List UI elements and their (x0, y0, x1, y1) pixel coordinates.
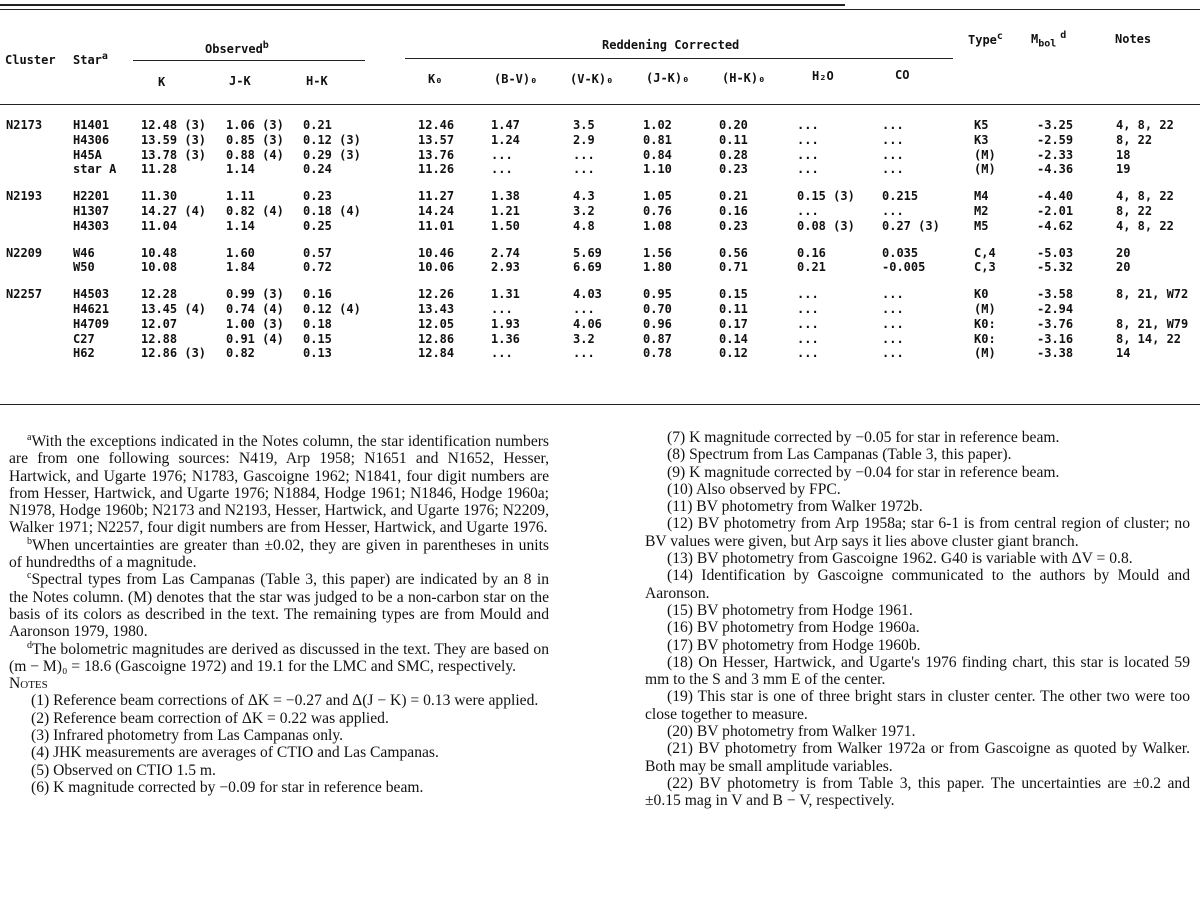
cell-type: (M) (974, 301, 996, 316)
cell-k0: 12.86 (418, 331, 455, 346)
cell-hk: 0.15 (303, 331, 332, 346)
cell-vk0: ... (573, 346, 595, 361)
cell-cluster (6, 260, 73, 275)
note-item: (10) Also observed by FPC. (667, 480, 841, 498)
cell-hk0: 0.20 (719, 118, 748, 132)
note-item: (2) Reference beam correction of ΔK = 0.22 was applied. (31, 709, 389, 727)
cell-cluster (6, 317, 73, 332)
cell-cluster (6, 148, 73, 163)
note-item: (22) BV photometry is from Table 3, this paper. The uncertainties are ±0.2 and ±0.15 mag in V and B − V, respectively. (645, 774, 1190, 810)
cell-h2o: ... (797, 331, 819, 346)
table-row (6, 246, 1196, 261)
cell-jk0: 0.76 (643, 203, 672, 218)
cell-hk: 0.18 (303, 316, 332, 331)
group-spacer (6, 275, 1196, 287)
cell-type: K0: (974, 316, 996, 331)
table-row (6, 204, 1196, 219)
cell-co: 0.035 (882, 245, 919, 260)
cell-type: M4 (974, 189, 989, 204)
cell-mbol: -3.38 (1037, 346, 1074, 361)
cell-k: 13.78 (3) (141, 147, 207, 162)
cell-bv0: ... (491, 346, 513, 361)
cell-co: 0.27 (3) (882, 218, 940, 233)
cell-cluster (6, 162, 73, 177)
cell-jk: 0.82 (226, 346, 255, 361)
cell-jk: 0.88 (4) (226, 147, 284, 162)
header-hk0: (H-K)₀ (722, 71, 766, 85)
cell-k: 12.86 (3) (141, 346, 207, 361)
cell-star: H1401 (73, 118, 110, 132)
header-type: Type$^c$ (968, 31, 1003, 47)
cell-bv0: ... (491, 147, 513, 162)
cell-h2o: 0.08 (3) (797, 218, 855, 233)
cell-cluster (6, 302, 73, 317)
cell-type: K3 (974, 132, 989, 147)
cell-jk0: 0.87 (643, 331, 672, 346)
cell-type: C,3 (974, 260, 996, 275)
cell-hk: 0.16 (303, 287, 332, 302)
cell-k0: 14.24 (418, 203, 455, 218)
cell-cluster: N2209 (6, 245, 43, 260)
cell-type: M5 (974, 218, 989, 233)
cell-bv0: 2.74 (491, 245, 520, 260)
cell-h2o: ... (797, 287, 819, 302)
cell-cluster: N2173 (6, 118, 43, 132)
note-item: (5) Observed on CTIO 1.5 m. (31, 761, 216, 779)
cell-co: ... (882, 331, 904, 346)
cell-jk0: 0.81 (643, 132, 672, 147)
note-item: (1) Reference beam corrections of ΔK = −0.27 and Δ(J − K) = 0.13 were applied. (31, 692, 539, 710)
cell-hk0: 0.56 (719, 245, 748, 260)
cell-k0: 12.46 (418, 118, 455, 132)
table-row (6, 189, 1196, 204)
cell-k0: 13.43 (418, 301, 455, 316)
notes-title: Notes (9, 675, 48, 693)
cell-vk0: 3.2 (573, 203, 595, 218)
cell-hk: 0.21 (303, 118, 332, 132)
cell-jk: 1.14 (226, 162, 255, 177)
notes-left-list (9, 692, 549, 796)
footnote-b: $^b$When uncertainties are greater than ±0.02, they are given in parentheses in units of hundredths of a magnitude. (9, 535, 549, 572)
cell-jk: 1.60 (226, 245, 255, 260)
cell-k: 14.27 (4) (141, 203, 207, 218)
cell-jk0: 1.05 (643, 189, 672, 204)
cell-bv0: 1.93 (491, 316, 520, 331)
cell-k: 13.59 (3) (141, 132, 207, 147)
cell-co: ... (882, 316, 904, 331)
cell-vk0: ... (573, 147, 595, 162)
cell-bv0: ... (491, 301, 513, 316)
cell-hk0: 0.23 (719, 162, 748, 177)
cell-notes: 20 (1116, 260, 1131, 275)
cell-cluster: N2193 (6, 189, 43, 204)
notes-right (645, 429, 1190, 810)
cell-jk0: 0.96 (643, 316, 672, 331)
header-jk0: (J-K)₀ (646, 71, 690, 85)
cell-jk: 0.74 (4) (226, 301, 284, 316)
cell-cluster (6, 346, 73, 361)
cell-hk: 0.24 (303, 162, 332, 177)
cell-h2o: 0.21 (797, 260, 826, 275)
group-spacer (6, 177, 1196, 189)
cell-k0: 12.26 (418, 287, 455, 302)
cell-hk0: 0.23 (719, 218, 748, 233)
cell-jk: 1.84 (226, 260, 255, 275)
cell-jk0: 0.84 (643, 147, 672, 162)
note-item: (21) BV photometry from Walker 1972a or from Gascoigne as quoted by Walker. Both may be small amplitude variables. (645, 740, 1190, 775)
cell-notes: 8, 21, W72 (1116, 287, 1189, 302)
cell-bv0: 1.21 (491, 203, 520, 218)
cell-notes: 8, 14, 22 (1116, 331, 1182, 346)
footnote-d: $^d$The bolometric magnitudes are derived as discussed in the text. They are based on (m − M)₀ = 18.6 (Gascoigne 1972) and 19.1 for the LMC and SMC, respectively. (9, 639, 549, 675)
cell-hk: 0.12 (4) (303, 301, 361, 316)
cell-type: K5 (974, 118, 989, 132)
cell-notes: 4, 8, 22 (1116, 189, 1174, 204)
cell-jk0: 1.02 (643, 118, 672, 132)
cell-notes: 14 (1116, 346, 1131, 361)
footnote-a: $^a$With the exceptions indicated in the Notes column, the star identification numbers are from one following sources: N419, Arp 1958; N1651 and N1652, Hesser, Hartwick, and Ugarte 1976; N1783, Gascoigne 1962; N1841, four digit numbers are from Hesser, Hartwick, and Ugarte 1976; N1884, Hodge 1961; N1846, Hodge 1960a; N1978, Hodge 1960b; N2173 and N2193, Hesser, Hartwick, and Ugarte 1976; N2209, Walker 1971; N2257, four digit numbers are from Hesser, Hartwick, and Ugarte 1976. (9, 431, 549, 537)
cell-co: -0.005 (882, 260, 926, 275)
cell-h2o: 0.15 (3) (797, 189, 855, 204)
header-observed: Observed$^b$ (205, 40, 269, 56)
cell-mbol: -2.01 (1037, 203, 1074, 218)
cell-mbol: -2.94 (1037, 301, 1074, 316)
cell-vk0: 4.06 (573, 316, 602, 331)
header-k0: K₀ (428, 72, 443, 86)
header-jk: J-K (229, 74, 251, 88)
cell-k0: 10.46 (418, 245, 455, 260)
cell-co: ... (882, 118, 904, 132)
cell-vk0: 4.03 (573, 287, 602, 302)
cell-vk0: 5.69 (573, 245, 602, 260)
cell-bv0: 1.24 (491, 132, 520, 147)
header-co: CO (895, 68, 910, 82)
cell-hk0: 0.15 (719, 287, 748, 302)
header-reddening: Reddening Corrected (602, 38, 740, 52)
cell-type: (M) (974, 162, 996, 177)
header-cluster: Cluster (5, 53, 56, 67)
note-item: (6) K magnitude corrected by −0.09 for star in reference beam. (31, 778, 424, 796)
cell-mbol: -2.59 (1037, 132, 1074, 147)
cell-star: C27 (73, 331, 95, 346)
cell-bv0: 1.36 (491, 331, 520, 346)
header-mbol: $M_{bol}^d$ (1031, 30, 1067, 50)
table-row (6, 133, 1196, 148)
cell-co: ... (882, 301, 904, 316)
cell-hk0: 0.71 (719, 260, 748, 275)
table-row (6, 118, 1196, 133)
cell-k0: 11.27 (418, 189, 455, 204)
cell-hk: 0.72 (303, 260, 332, 275)
cell-cluster (6, 204, 73, 219)
cell-notes: 19 (1116, 162, 1131, 177)
cell-k: 11.04 (141, 218, 178, 233)
note-item: (14) Identification by Gascoigne communicated to the authors by Mould and Aaronson. (645, 567, 1190, 602)
table-row (6, 332, 1196, 347)
cell-vk0: 2.9 (573, 132, 595, 147)
cell-bv0: 2.93 (491, 260, 520, 275)
cell-hk0: 0.11 (719, 301, 748, 316)
cell-star: H1307 (73, 203, 110, 218)
cell-jk: 0.82 (4) (226, 203, 284, 218)
cell-co: ... (882, 147, 904, 162)
cell-bv0: 1.47 (491, 118, 520, 132)
cell-mbol: -4.36 (1037, 162, 1074, 177)
cell-jk0: 1.10 (643, 162, 672, 177)
cell-star: H4306 (73, 132, 110, 147)
cell-hk: 0.12 (3) (303, 132, 361, 147)
note-item: (11) BV photometry from Walker 1972b. (667, 498, 923, 516)
note-item: (12) BV photometry from Arp 1958a; star 6-1 is from central region of cluster; no BV values were given, but Arp says it lies above cluster giant branch. (645, 515, 1190, 550)
cell-notes (1116, 302, 1196, 317)
cell-jk0: 1.56 (643, 245, 672, 260)
cell-star: H4709 (73, 316, 110, 331)
cell-hk: 0.23 (303, 189, 332, 204)
footnotes-left (9, 433, 549, 796)
cell-vk0: 4.8 (573, 218, 595, 233)
cell-h2o: ... (797, 147, 819, 162)
cell-bv0: ... (491, 162, 513, 177)
footnote-c: $^c$Spectral types from Las Campanas (Table 3, this paper) are indicated by an 8 in the Notes column. (M) denotes that the star was judged to be a non-carbon star on the basis of its colors as described in the text. The remaining types are from Mould and Aaronson 1979, 1980. (9, 570, 549, 641)
cell-mbol: -3.25 (1037, 118, 1074, 132)
cell-bv0: 1.50 (491, 218, 520, 233)
cell-hk0: 0.12 (719, 346, 748, 361)
cell-h2o: ... (797, 118, 819, 132)
cell-hk0: 0.21 (719, 189, 748, 204)
header-h2o: H₂O (812, 69, 834, 83)
observed-group-rule (133, 60, 365, 61)
cell-mbol: -5.03 (1037, 245, 1074, 260)
cell-k: 12.48 (3) (141, 118, 207, 132)
cell-jk0: 0.78 (643, 346, 672, 361)
cell-vk0: 3.2 (573, 331, 595, 346)
table-row (6, 287, 1196, 302)
cell-notes: 20 (1116, 245, 1131, 260)
cell-hk0: 0.14 (719, 331, 748, 346)
cell-star: H62 (73, 346, 95, 361)
cell-k: 12.07 (141, 316, 178, 331)
cell-k: 12.88 (141, 331, 178, 346)
cell-vk0: ... (573, 162, 595, 177)
cell-hk0: 0.17 (719, 316, 748, 331)
table-row (6, 302, 1196, 317)
cell-bv0: 1.38 (491, 189, 520, 204)
cell-h2o: ... (797, 203, 819, 218)
cell-jk: 1.11 (226, 189, 255, 204)
note-item: (9) K magnitude corrected by −0.04 for star in reference beam. (667, 463, 1060, 481)
cell-hk0: 0.11 (719, 132, 748, 147)
cell-cluster (6, 332, 73, 347)
reddening-group-rule (405, 58, 953, 59)
cell-co: ... (882, 346, 904, 361)
cell-jk: 1.14 (226, 218, 255, 233)
cell-star: H4621 (73, 301, 110, 316)
cell-jk0: 0.70 (643, 301, 672, 316)
cell-k: 10.08 (141, 260, 178, 275)
cell-star: star A (73, 162, 117, 177)
table-row (6, 260, 1196, 275)
cell-h2o: ... (797, 301, 819, 316)
cell-cluster: N2257 (6, 287, 43, 302)
cell-jk0: 0.95 (643, 287, 672, 302)
cell-k0: 10.06 (418, 260, 455, 275)
cell-co: ... (882, 132, 904, 147)
cell-star: H45A (73, 147, 102, 162)
cell-mbol: -3.58 (1037, 287, 1074, 302)
cell-jk: 0.99 (3) (226, 287, 284, 302)
cell-hk0: 0.16 (719, 203, 748, 218)
cell-k: 13.45 (4) (141, 301, 207, 316)
cell-notes: 8, 22 (1116, 132, 1153, 147)
note-item: (19) This star is one of three bright stars in cluster center. The other two were too close together to measure. (645, 688, 1190, 723)
table-row (6, 317, 1196, 332)
top-rule-thick (0, 4, 845, 6)
header-k: K (158, 75, 166, 89)
table-row (6, 148, 1196, 163)
cell-star: H4503 (73, 287, 110, 302)
cell-star: W50 (73, 260, 95, 275)
cell-jk: 1.06 (3) (226, 118, 284, 132)
data-table (6, 118, 1196, 361)
cell-mbol: -5.32 (1037, 260, 1074, 275)
cell-co: 0.215 (882, 189, 919, 204)
header-bv0: (B-V)₀ (494, 72, 538, 86)
cell-h2o: 0.16 (797, 245, 826, 260)
cell-k0: 12.05 (418, 316, 455, 331)
cell-k0: 13.57 (418, 132, 455, 147)
cell-jk: 0.85 (3) (226, 132, 284, 147)
cell-notes: 4, 8, 22 (1116, 118, 1174, 132)
cell-star: W46 (73, 245, 95, 260)
notes-right-list (645, 429, 1190, 810)
cell-k: 10.48 (141, 245, 178, 260)
cell-k0: 11.26 (418, 162, 455, 177)
note-item: (17) BV photometry from Hodge 1960b. (667, 636, 921, 654)
cell-hk0: 0.28 (719, 147, 748, 162)
cell-h2o: ... (797, 162, 819, 177)
cell-hk: 0.57 (303, 245, 332, 260)
header-notes: Notes (1115, 32, 1152, 46)
note-item: (3) Infrared photometry from Las Campanas only. (31, 727, 344, 745)
cell-mbol: -4.40 (1037, 189, 1074, 204)
cell-hk: 0.13 (303, 346, 332, 361)
note-item: (7) K magnitude corrected by −0.05 for star in reference beam. (667, 429, 1060, 446)
table-row (6, 346, 1196, 361)
cell-mbol: -2.33 (1037, 147, 1074, 162)
cell-hk: 0.29 (3) (303, 147, 361, 162)
cell-co: ... (882, 287, 904, 302)
cell-type: (M) (974, 346, 996, 361)
cell-mbol: -3.16 (1037, 331, 1074, 346)
note-item: (13) BV photometry from Gascoigne 1962. G40 is variable with ΔV = 0.8. (667, 550, 1133, 568)
cell-k0: 12.84 (418, 346, 455, 361)
cell-cluster (6, 133, 73, 148)
note-item: (15) BV photometry from Hodge 1961. (667, 601, 913, 619)
cell-jk0: 1.80 (643, 260, 672, 275)
cell-k0: 13.76 (418, 147, 455, 162)
cell-star: H2201 (73, 189, 110, 204)
header-hk: H-K (306, 74, 328, 88)
header-bottom-rule (0, 104, 1200, 105)
cell-hk: 0.25 (303, 218, 332, 233)
cell-k: 12.28 (141, 287, 178, 302)
cell-notes: 18 (1116, 147, 1131, 162)
cell-vk0: 3.5 (573, 118, 595, 132)
cell-vk0: 6.69 (573, 260, 602, 275)
cell-co: ... (882, 203, 904, 218)
cell-bv0: 1.31 (491, 287, 520, 302)
cell-k0: 11.01 (418, 218, 455, 233)
cell-type: K0 (974, 287, 989, 302)
header-star: Star$^a$ (73, 51, 108, 67)
table-row (6, 162, 1196, 177)
group-spacer (6, 234, 1196, 246)
note-item: (8) Spectrum from Las Campanas (Table 3, this paper). (667, 446, 1012, 464)
table-bottom-rule (0, 404, 1200, 405)
cell-cluster (6, 219, 73, 234)
cell-type: (M) (974, 147, 996, 162)
note-item: (16) BV photometry from Hodge 1960a. (667, 619, 920, 637)
note-item: (18) On Hesser, Hartwick, and Ugarte's 1976 finding chart, this star is located 59 mm to the S and 3 mm E of the center. (645, 653, 1190, 689)
cell-vk0: 4.3 (573, 189, 595, 204)
cell-h2o: ... (797, 132, 819, 147)
cell-jk: 0.91 (4) (226, 331, 284, 346)
cell-type: C,4 (974, 245, 996, 260)
cell-h2o: ... (797, 346, 819, 361)
note-item: (20) BV photometry from Walker 1971. (667, 723, 916, 741)
header-vk0: (V-K)₀ (570, 72, 614, 86)
cell-vk0: ... (573, 301, 595, 316)
cell-hk: 0.18 (4) (303, 203, 361, 218)
cell-h2o: ... (797, 316, 819, 331)
cell-mbol: -4.62 (1037, 218, 1074, 233)
cell-notes: 8, 21, W79 (1116, 316, 1189, 331)
cell-notes: 8, 22 (1116, 203, 1153, 218)
cell-jk0: 1.08 (643, 218, 672, 233)
cell-k: 11.28 (141, 162, 178, 177)
cell-mbol: -3.76 (1037, 316, 1074, 331)
cell-star: H4303 (73, 218, 110, 233)
cell-co: ... (882, 162, 904, 177)
cell-type: M2 (974, 203, 989, 218)
cell-notes: 4, 8, 22 (1116, 218, 1174, 233)
note-item: (4) JHK measurements are averages of CTIO and Las Campanas. (31, 744, 439, 762)
cell-jk: 1.00 (3) (226, 316, 284, 331)
top-rule-thin (0, 9, 1200, 10)
table-row (6, 219, 1196, 234)
cell-k: 11.30 (141, 189, 178, 204)
cell-type: K0: (974, 331, 996, 346)
